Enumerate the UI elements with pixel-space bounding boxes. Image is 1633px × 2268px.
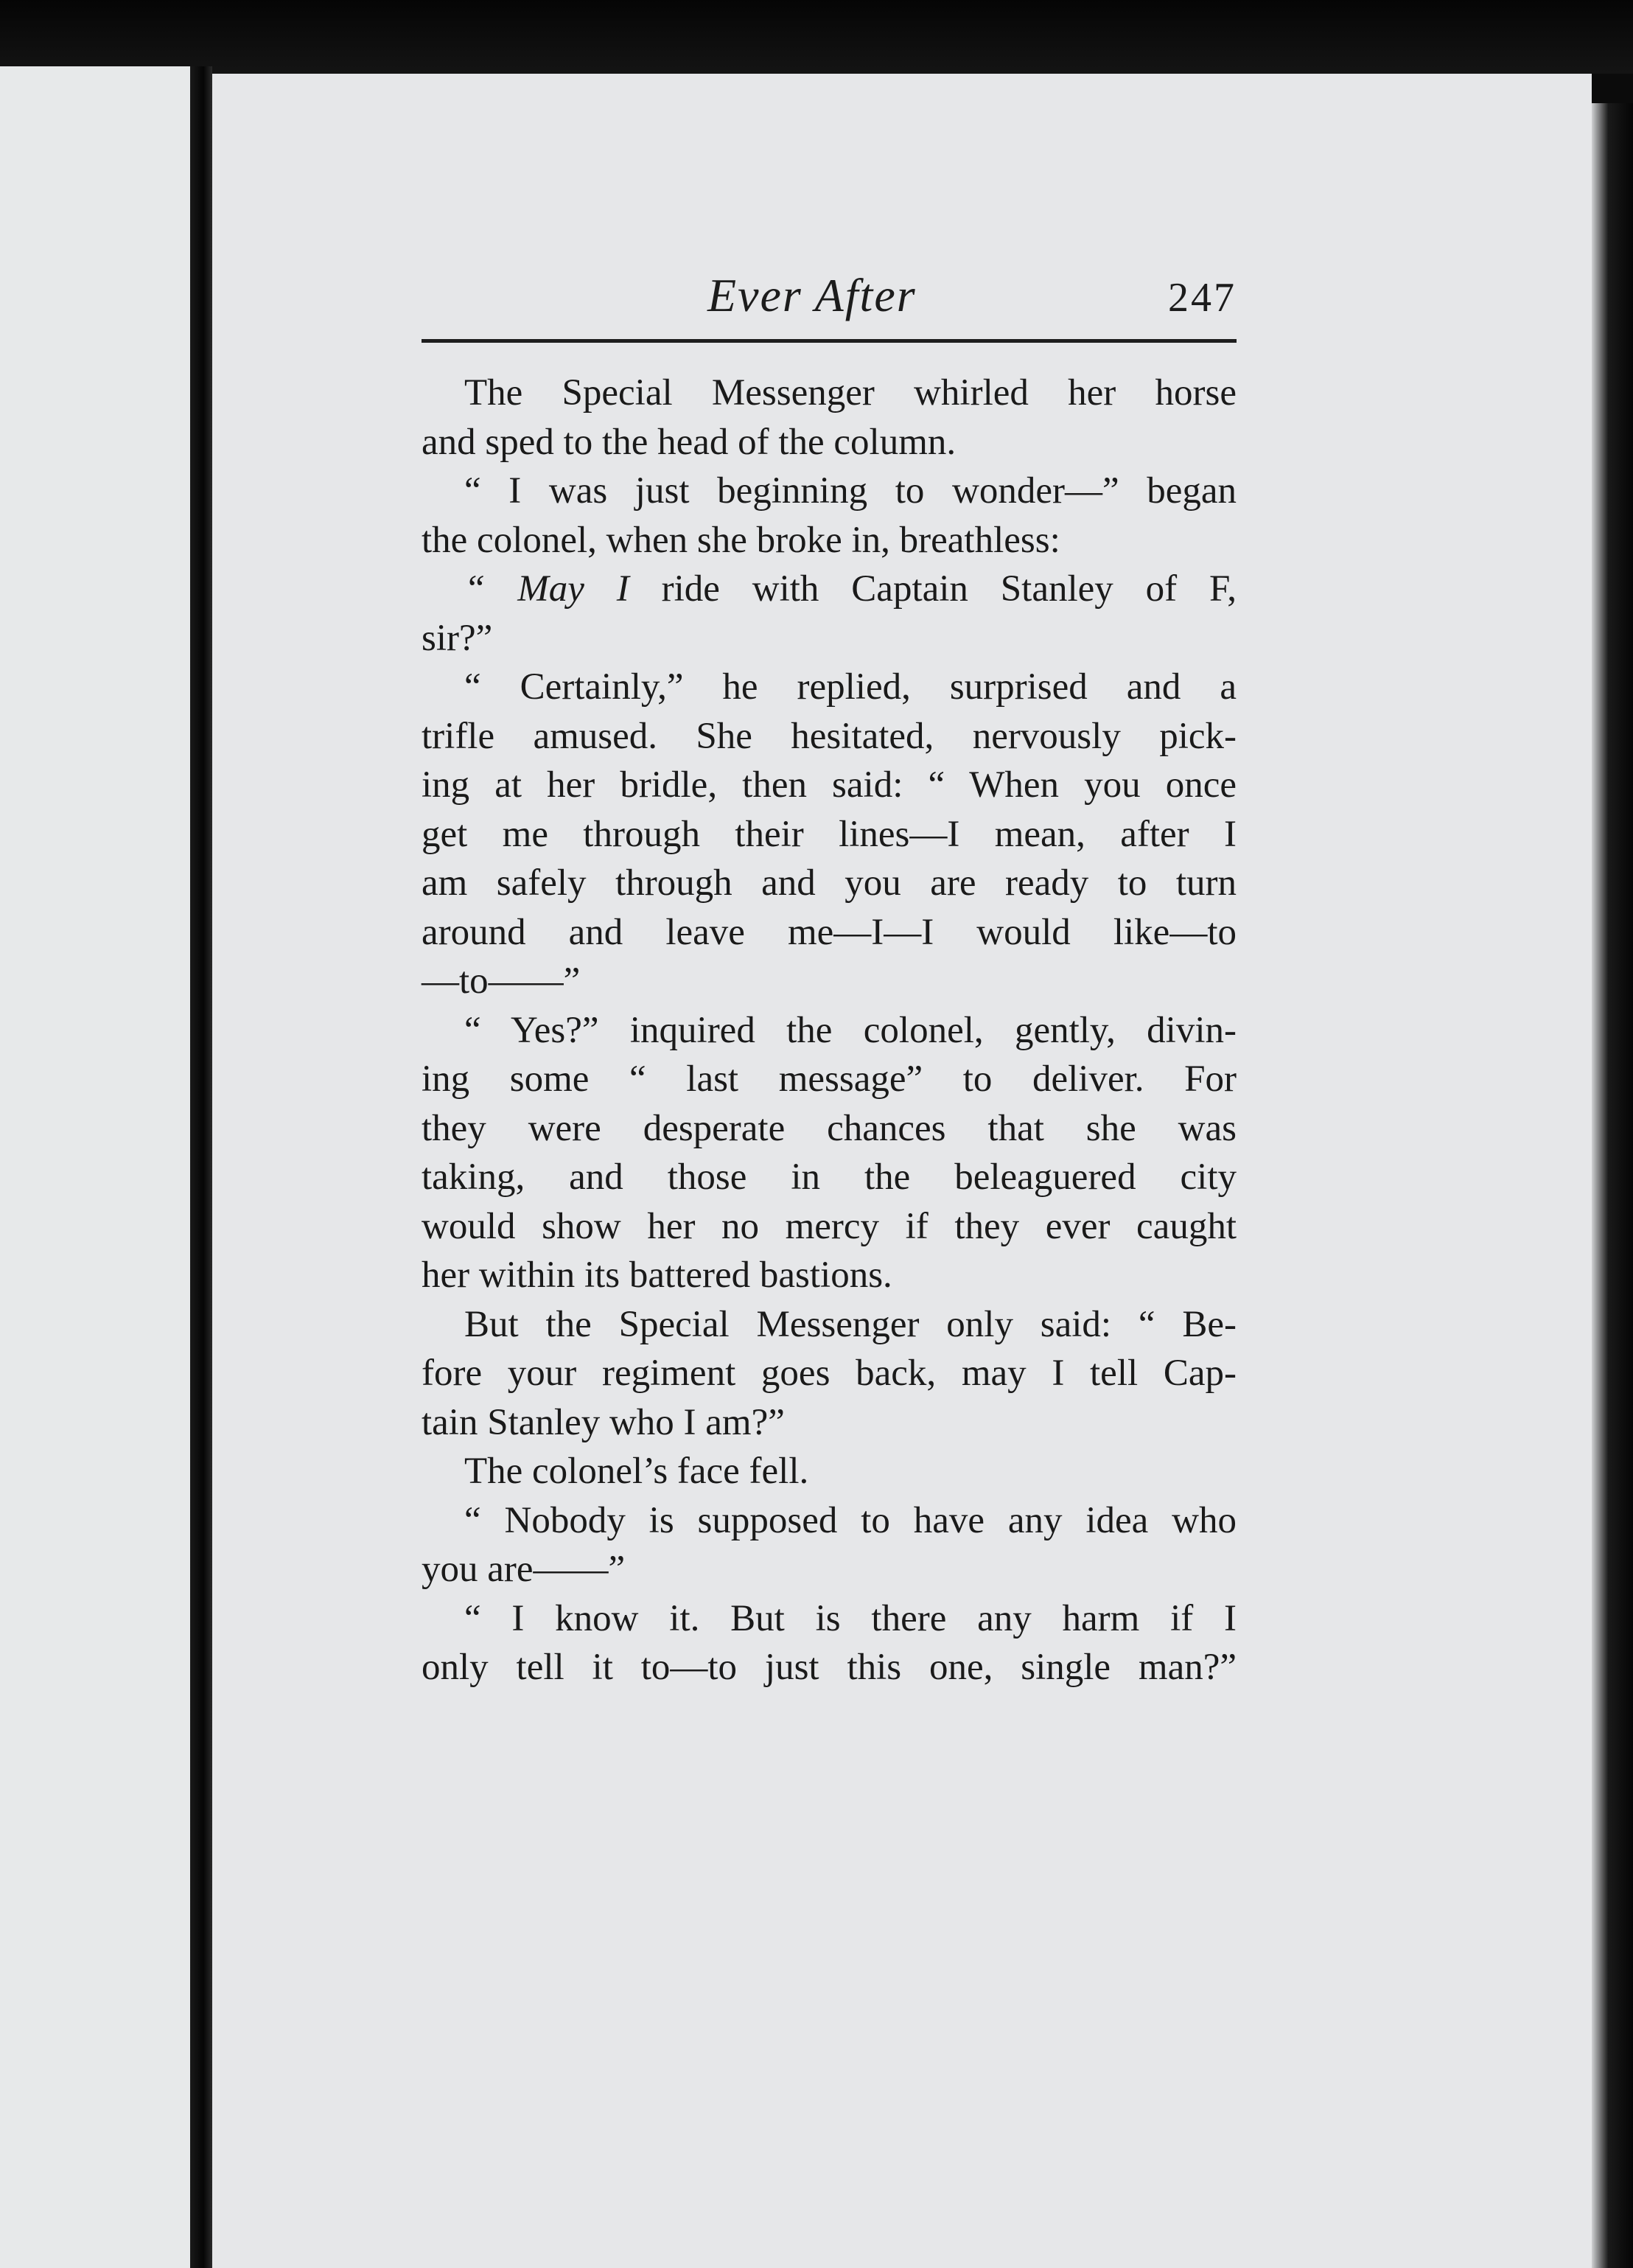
text-line-rest: ride with Captain Stanley of F, <box>661 568 1237 610</box>
text-line: would show her no mercy if they ever caught <box>422 1205 1237 1247</box>
page-right-edge <box>1592 103 1633 2268</box>
book-gutter <box>190 66 212 2268</box>
text-line <box>422 565 1237 614</box>
text-line: “ Nobody is supposed to have any idea who <box>464 1499 1237 1541</box>
text-line: you are——” <box>422 1549 626 1590</box>
header-rule <box>422 339 1237 343</box>
text-line: tain Stanley who I am?” <box>422 1401 785 1443</box>
scan-top-border <box>0 0 1633 74</box>
facing-page-edge <box>0 66 190 2268</box>
text-line: only tell it to—to just this one, single man?” <box>422 1647 1237 1688</box>
text-line: The colonel’s face fell. <box>464 1451 809 1492</box>
text-line: “ Certainly,” he replied, surprised and a <box>464 666 1237 708</box>
page-header <box>422 264 1237 323</box>
text-line: her within its battered bastions. <box>422 1255 892 1296</box>
text-line: am safely through and you are ready to turn <box>422 862 1237 904</box>
body-text <box>422 369 1237 1692</box>
text-line: —to——” <box>422 960 581 1002</box>
page-number: 247 <box>1168 275 1237 321</box>
text-line: fore your regiment goes back, may I tell Cap- <box>422 1353 1237 1394</box>
emphasized-word: “ May I <box>464 568 629 610</box>
text-line: trifle amused. She hesitated, nervously pick- <box>422 715 1237 757</box>
text-line: “ Yes?” inquired the colonel, gently, divin- <box>464 1009 1237 1051</box>
text-line: taking, and those in the beleaguered city <box>422 1156 1237 1198</box>
text-line: “ I was just beginning to wonder—” began <box>464 470 1237 512</box>
text-line: ing at her bridle, then said: “ When you once <box>422 764 1237 806</box>
text-line: around and leave me—I—I would like—to <box>422 911 1237 953</box>
text-line: the colonel, when she broke in, breathless: <box>422 519 1060 561</box>
text-line: get me through their lines—I mean, after I <box>422 813 1237 855</box>
text-line: sir?” <box>422 617 493 659</box>
running-title: Ever After <box>707 269 917 321</box>
text-line: they were desperate chances that she was <box>422 1107 1237 1149</box>
text-line: The Special Messenger whirled her horse <box>464 372 1237 414</box>
text-line: But the Special Messenger only said: “ Be- <box>464 1303 1237 1345</box>
text-line: “ I know it. But is there any harm if I <box>464 1597 1237 1639</box>
text-line: ing some “ last message” to deliver. For <box>422 1058 1237 1100</box>
text-line: and sped to the head of the column. <box>422 421 957 463</box>
